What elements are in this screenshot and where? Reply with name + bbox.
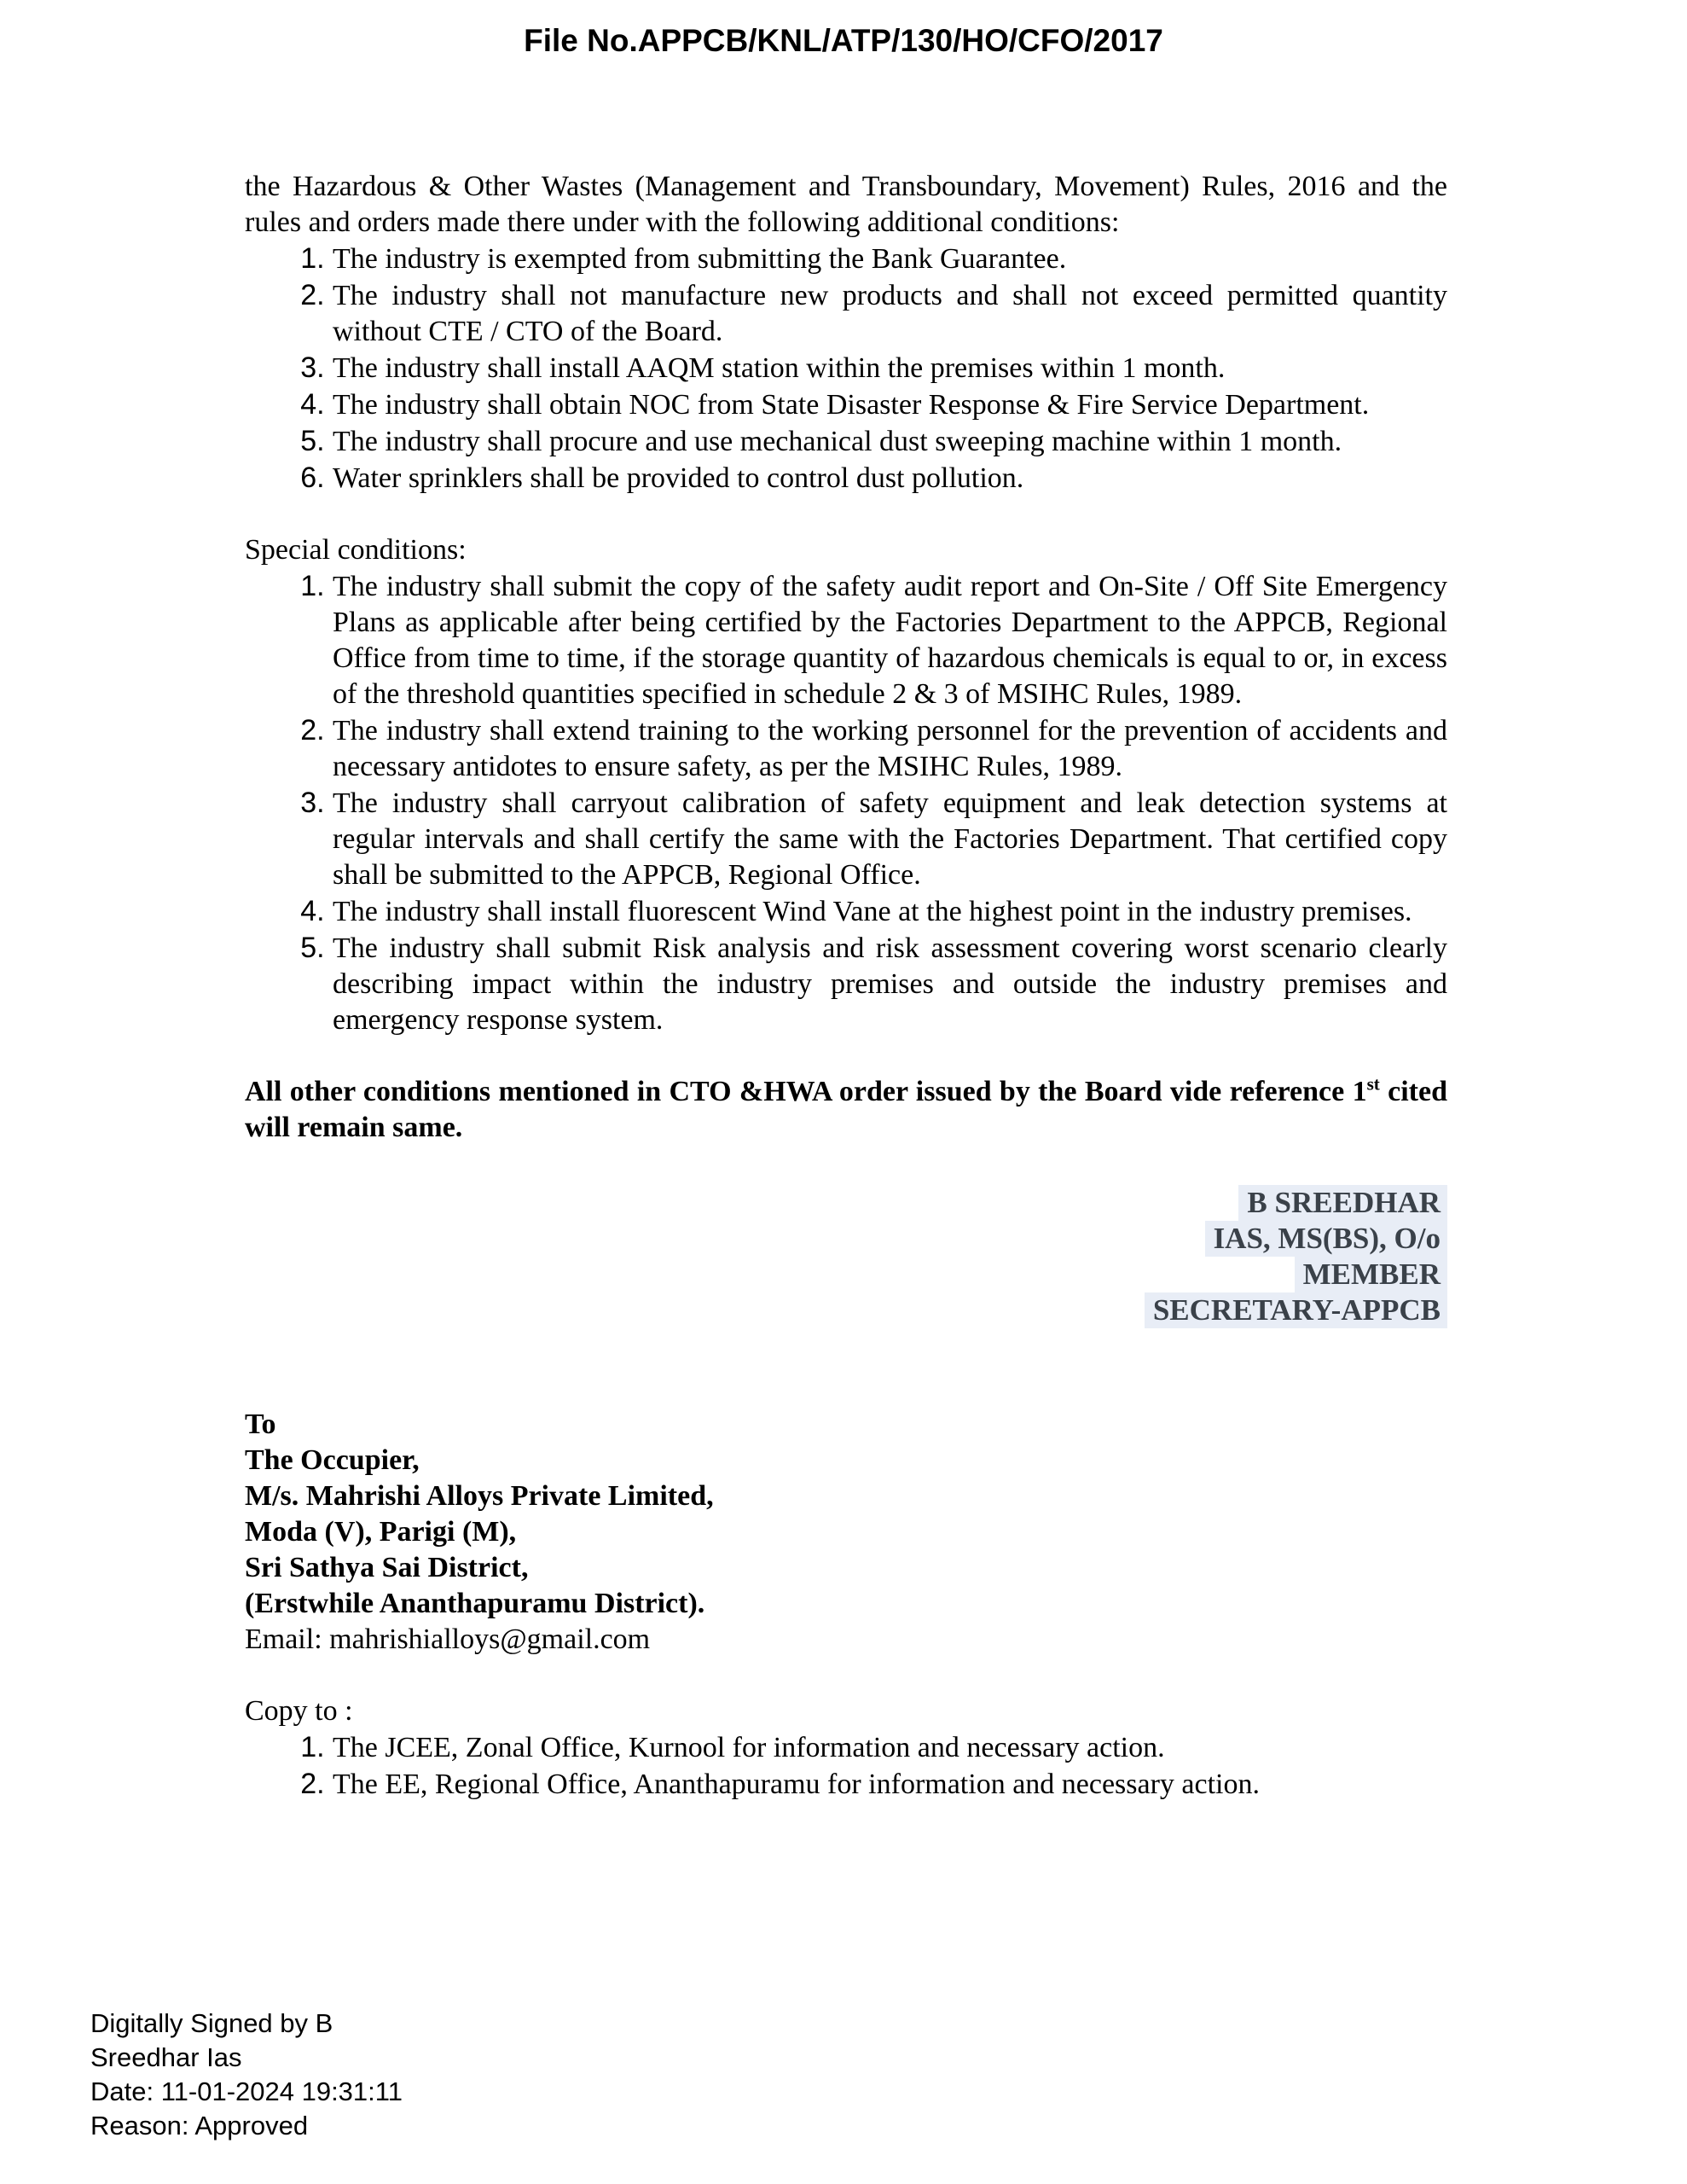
closing-text-start: All other conditions mentioned in CTO &HWA order issued by the Board vide reference 1 — [245, 1076, 1367, 1107]
address-line: (Erstwhile Ananthapuramu District). — [245, 1588, 705, 1619]
special-condition-item: 3. The industry shall carryout calibration of safety equipment and leak detection systems at regular intervals and shall certify the same with the Factories Department. That certified copy shall be submitted to the APPCB, Regional Office. — [333, 785, 1447, 893]
digital-signature-date: Date: 11-01-2024 19:31:11 — [90, 2077, 403, 2106]
signature-block — [245, 1185, 1447, 1328]
copy-to-heading: Copy to : — [245, 1695, 353, 1727]
signatory-name: B SREEDHAR — [1238, 1185, 1447, 1221]
signatory-title-1: MEMBER — [1295, 1257, 1447, 1292]
digital-signature-reason: Reason: Approved — [90, 2111, 309, 2140]
address-line: Sri Sathya Sai District, — [245, 1552, 529, 1583]
special-condition-item: 4. The industry shall install fluorescent Wind Vane at the highest point in the industry premises. — [333, 893, 1447, 930]
signature-line — [245, 1185, 1447, 1221]
condition-item: 5. The industry shall procure and use mechanical dust sweeping machine within 1 month. — [333, 423, 1447, 460]
ordinal-superscript: st — [1366, 1073, 1380, 1095]
additional-conditions-list — [245, 241, 1447, 497]
copy-to-list — [245, 1729, 1447, 1803]
condition-item: 3. The industry shall install AAQM station within the premises within 1 month. — [333, 350, 1447, 386]
condition-item: 6. Water sprinklers shall be provided to control dust pollution. — [333, 460, 1447, 497]
closing-text-end: cited will remain same. — [245, 1076, 1447, 1143]
address-line: Moda (V), Parigi (M), — [245, 1516, 517, 1548]
special-condition-item: 1. The industry shall submit the copy of the safety audit report and On-Site / Off Site Emergency Plans as applicable after being certified by the Factories Department to the APPCB, Regional Office from time to time, if the storage quantity of hazardous chemicals is equal to or, in excess of the threshold quantities specified in schedule 2 & 3 of MSIHC Rules, 1989. — [333, 568, 1447, 712]
special-conditions-heading: Special conditions: — [245, 534, 467, 566]
signature-line — [245, 1221, 1447, 1257]
file-number-header: File No.APPCB/KNL/ATP/130/HO/CFO/2017 — [524, 23, 1163, 58]
address-line: The Occupier, — [245, 1444, 420, 1476]
copy-to-item: 1. The JCEE, Zonal Office, Kurnool for information and necessary action. — [333, 1729, 1447, 1766]
letter-body — [0, 169, 1687, 1803]
signature-line — [245, 1257, 1447, 1292]
address-line: M/s. Mahrishi Alloys Private Limited, — [245, 1480, 714, 1512]
signatory-cadre: IAS, MS(BS), O/o — [1205, 1221, 1447, 1257]
condition-item: 2. The industry shall not manufacture new products and shall not exceed permitted quantity without CTE / CTO of the Board. — [333, 277, 1447, 350]
special-condition-item: 5. The industry shall submit Risk analysis and risk assessment covering worst scenario clearly describing impact within the industry premises and outside the industry premises and emergency response system. — [333, 930, 1447, 1038]
copy-to-item: 2. The EE, Regional Office, Ananthapuramu for information and necessary action. — [333, 1766, 1447, 1803]
intro-paragraph: the Hazardous & Other Wastes (Management and Transboundary, Movement) Rules, 2016 and the rules and orders made there under with the following additional conditions: — [245, 171, 1447, 238]
recipient-email: Email: mahrishialloys@gmail.com — [245, 1623, 651, 1655]
closing-statement — [245, 1074, 1447, 1146]
recipient-address — [245, 1407, 1447, 1658]
digital-signature-line: Digitally Signed by B — [90, 2008, 333, 2038]
copy-to-section — [245, 1693, 1447, 1803]
signatory-title-2: SECRETARY-APPCB — [1145, 1292, 1447, 1328]
condition-item: 4. The industry shall obtain NOC from State Disaster Response & Fire Service Department. — [333, 386, 1447, 423]
special-condition-item: 2. The industry shall extend training to the working personnel for the prevention of accidents and necessary antidotes to ensure safety, as per the MSIHC Rules, 1989. — [333, 712, 1447, 785]
digital-signature-stamp — [90, 2007, 403, 2143]
digital-signature-line: Sreedhar Ias — [90, 2042, 242, 2072]
address-line: To — [245, 1409, 276, 1440]
special-conditions-list — [245, 568, 1447, 1038]
condition-item: 1. The industry is exempted from submitting the Bank Guarantee. — [333, 241, 1447, 277]
signature-line — [245, 1292, 1447, 1328]
